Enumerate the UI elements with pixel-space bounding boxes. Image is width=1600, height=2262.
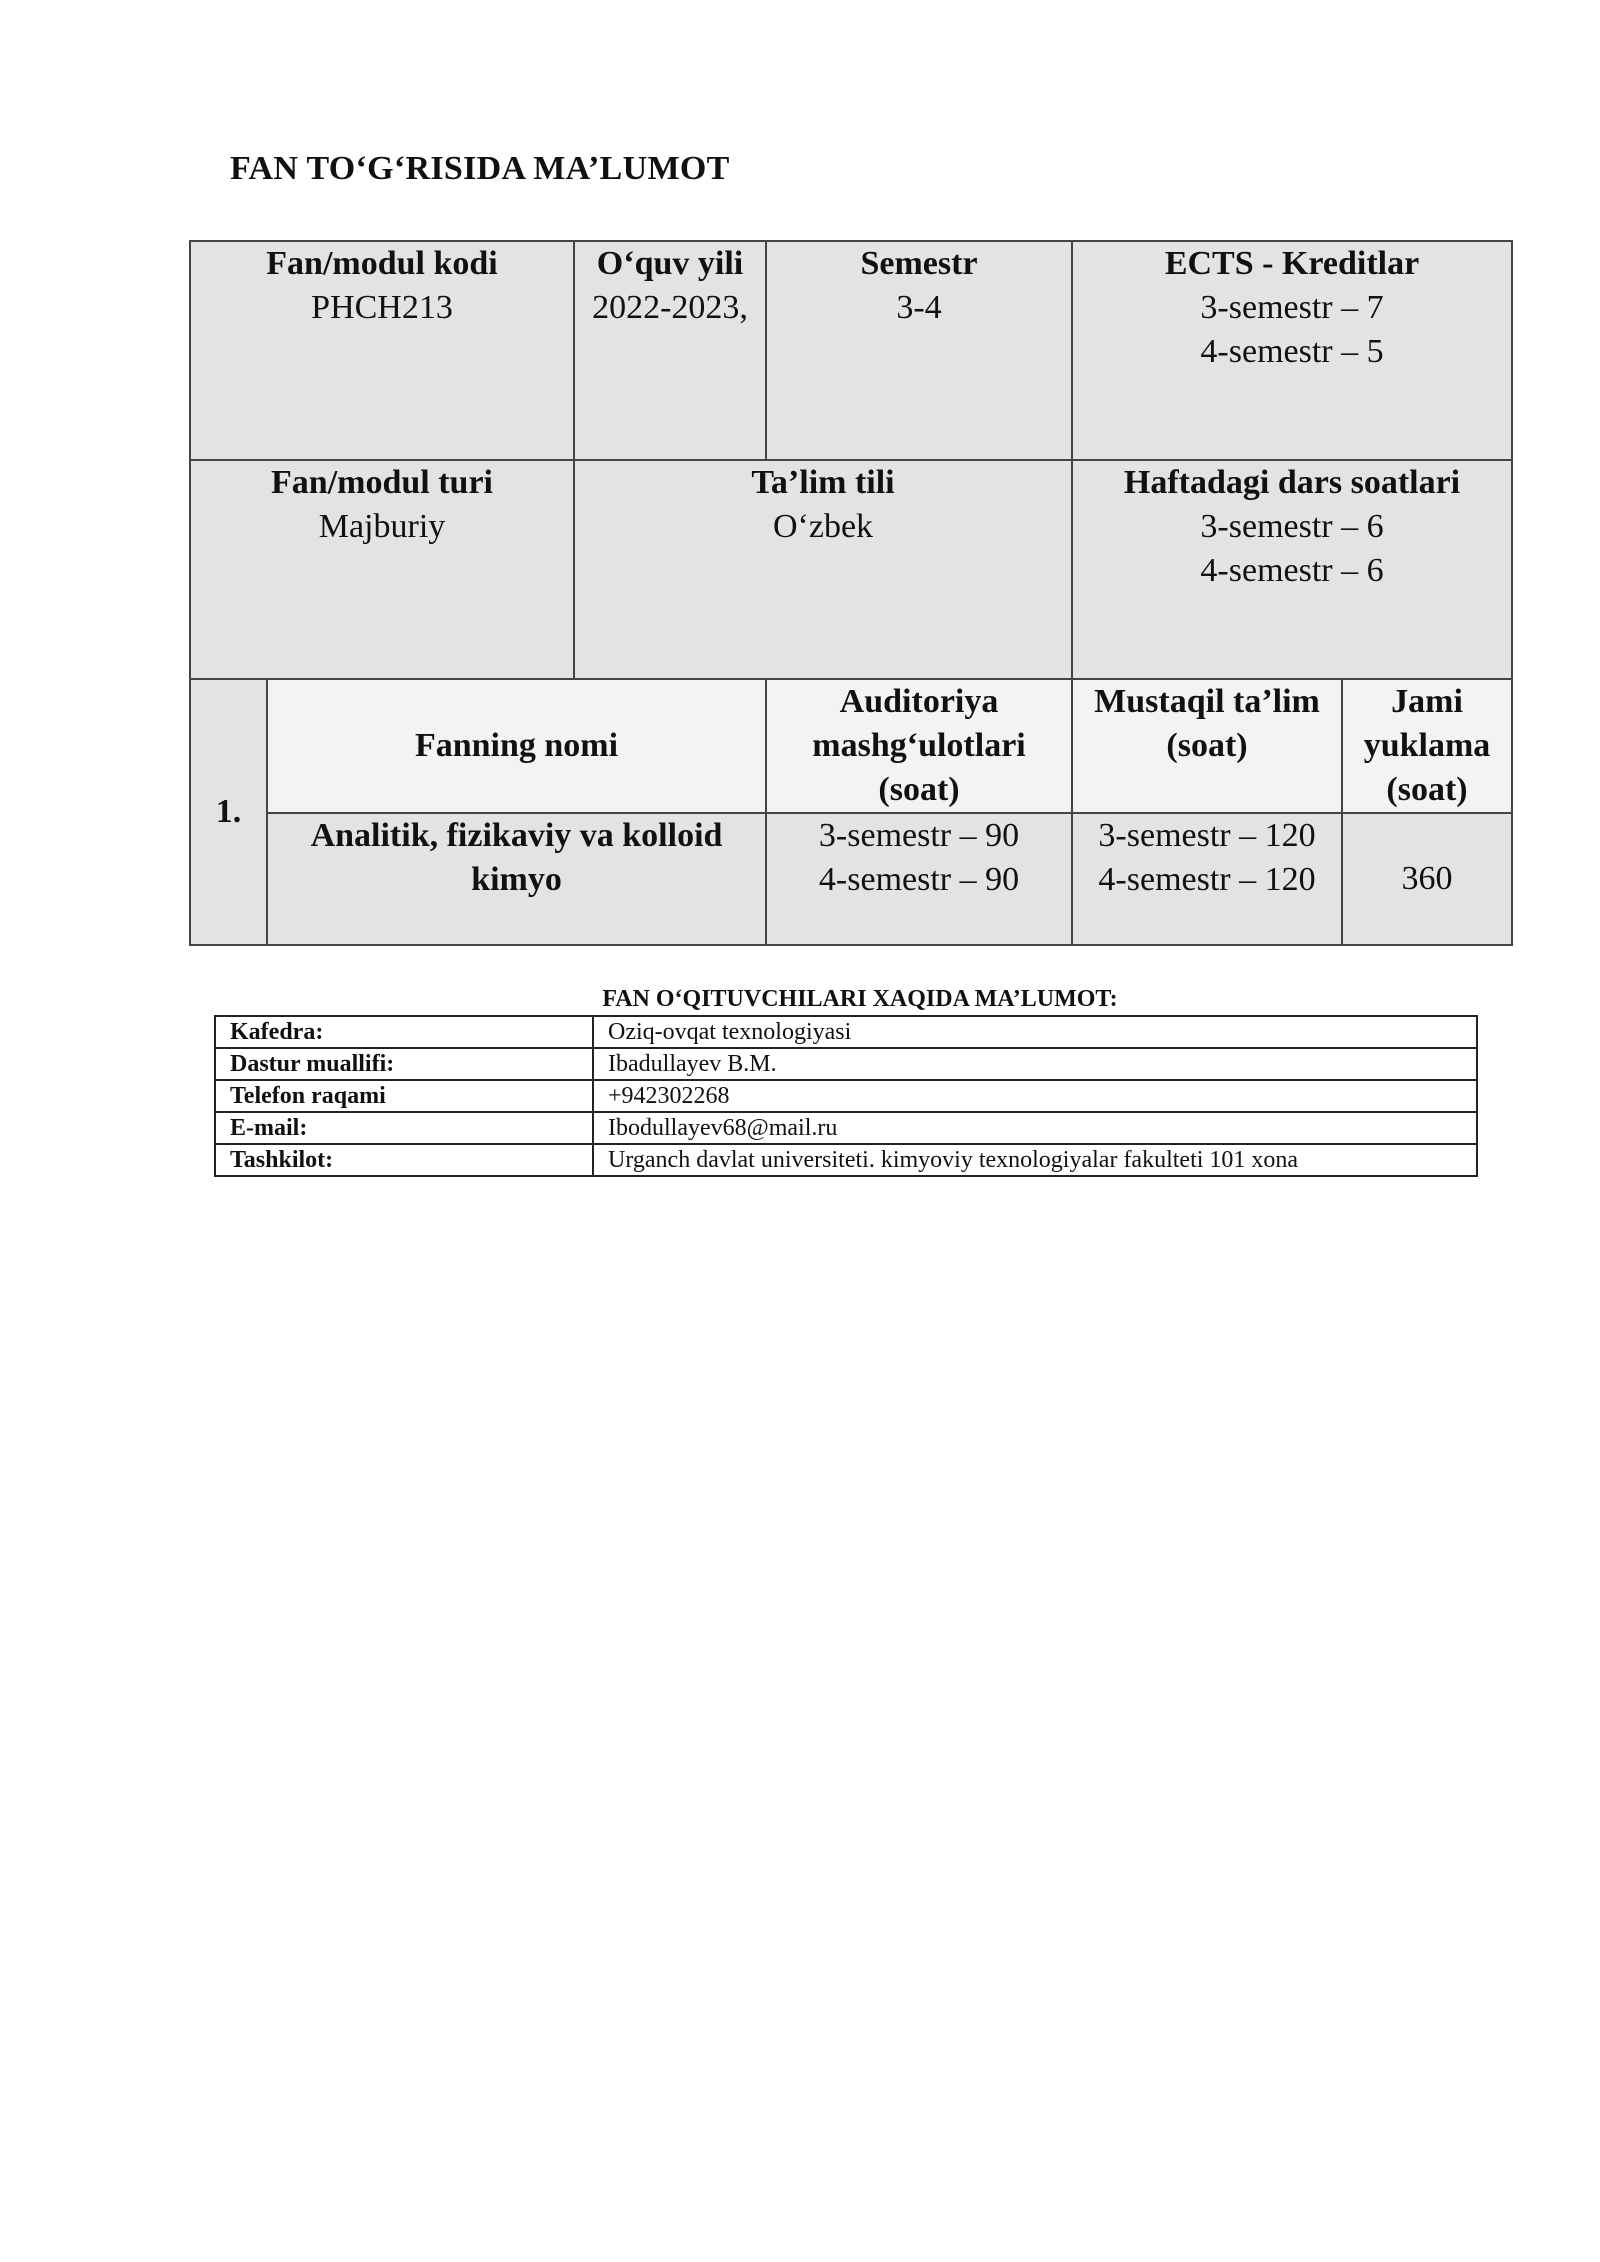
- info-key: E-mail:: [215, 1112, 593, 1144]
- semester-cell: [766, 241, 1072, 460]
- total-load-label: Jami: [1391, 683, 1463, 720]
- info-key: Tashkilot:: [215, 1144, 593, 1176]
- table-row: [215, 1112, 1477, 1144]
- ects-value: 4-semestr – 5: [1200, 333, 1384, 370]
- table-row: [215, 1016, 1477, 1048]
- info-value: Ibadullayev B.M.: [593, 1048, 1477, 1080]
- email-value[interactable]: Ibodullayev68@mail.ru: [593, 1112, 1477, 1144]
- auditorium-hours-value: 3-semestr – 90: [818, 817, 1020, 854]
- weekly-hours-value: 3-semestr – 6: [1200, 508, 1384, 545]
- academic-year-label: O‘quv yili: [596, 245, 744, 282]
- ects-value: 3-semestr – 7: [1200, 289, 1384, 326]
- course-name-cell: [267, 813, 766, 945]
- table-row: [215, 1048, 1477, 1080]
- academic-year-value: 2022-2023,: [592, 289, 748, 326]
- course-name-label: Fanning nomi: [414, 727, 619, 764]
- self-study-hours-cell: [1072, 813, 1342, 945]
- weekly-hours-label: Haftadagi dars soatlari: [1123, 464, 1461, 501]
- table-row: [190, 813, 1512, 945]
- total-load-header-cell: [1342, 679, 1512, 813]
- info-value: Oziq-ovqat texnologiyasi: [593, 1016, 1477, 1048]
- ects-label: ECTS - Kreditlar: [1164, 245, 1420, 282]
- total-load-label: yuklama: [1363, 727, 1491, 764]
- auditorium-header-cell: [766, 679, 1072, 813]
- table-row: [190, 460, 1512, 679]
- weekly-hours-value: 4-semestr – 6: [1200, 552, 1384, 589]
- course-code-cell: [190, 241, 574, 460]
- self-study-label: Mustaqil ta’lim: [1094, 683, 1320, 720]
- auditorium-hours-cell: [766, 813, 1072, 945]
- course-name-header-cell: [267, 679, 766, 813]
- course-code-value: PHCH213: [311, 289, 453, 326]
- course-name-value: kimyo: [471, 861, 562, 898]
- document-title: FAN TO‘G‘RISIDA MA’LUMOT: [230, 150, 730, 187]
- academic-year-cell: [574, 241, 766, 460]
- table-row: [215, 1080, 1477, 1112]
- auditorium-label: (soat): [878, 771, 960, 808]
- table-row: [190, 241, 1512, 460]
- auditorium-label: mashg‘ulotlari: [812, 727, 1026, 764]
- language-cell: [574, 460, 1072, 679]
- info-key: Kafedra:: [215, 1016, 593, 1048]
- course-info-table: [189, 240, 1513, 946]
- auditorium-hours-value: 4-semestr – 90: [818, 861, 1020, 898]
- info-value: Urganch davlat universiteti. kimyoviy texnologiyalar fakulteti 101 xona: [593, 1144, 1477, 1176]
- self-study-label: (soat): [1166, 727, 1248, 764]
- info-key: Telefon raqami: [215, 1080, 593, 1112]
- language-value: O‘zbek: [772, 508, 874, 545]
- self-study-hours-value: 4-semestr – 120: [1098, 861, 1316, 898]
- language-label: Ta’lim tili: [751, 464, 895, 501]
- semester-label: Semestr: [860, 245, 978, 282]
- info-key: Dastur muallifi:: [215, 1048, 593, 1080]
- total-load-label: (soat): [1386, 771, 1468, 808]
- info-value: +942302268: [593, 1080, 1477, 1112]
- auditorium-label: Auditoriya: [839, 683, 999, 720]
- table-row: [215, 1144, 1477, 1176]
- weekly-hours-cell: [1072, 460, 1512, 679]
- self-study-header-cell: [1072, 679, 1342, 813]
- row-number: 1.: [215, 793, 242, 830]
- table-row: [190, 679, 1512, 813]
- self-study-hours-value: 3-semestr – 120: [1098, 817, 1316, 854]
- teachers-section-title: FAN O‘QITUVCHILARI XAQIDA MA’LUMOT:: [602, 986, 1118, 1012]
- course-type-cell: [190, 460, 574, 679]
- course-code-label: Fan/modul kodi: [266, 245, 498, 282]
- course-type-label: Fan/modul turi: [271, 464, 493, 501]
- teachers-info-table: [214, 1015, 1478, 1177]
- total-load-value: 360: [1401, 860, 1453, 897]
- ects-cell: [1072, 241, 1512, 460]
- course-name-value: Analitik, fizikaviy va kolloid: [310, 817, 723, 854]
- semester-value: 3-4: [896, 289, 942, 326]
- total-load-cell: [1342, 813, 1512, 945]
- course-type-value: Majburiy: [318, 508, 446, 545]
- row-number-cell: [190, 679, 267, 945]
